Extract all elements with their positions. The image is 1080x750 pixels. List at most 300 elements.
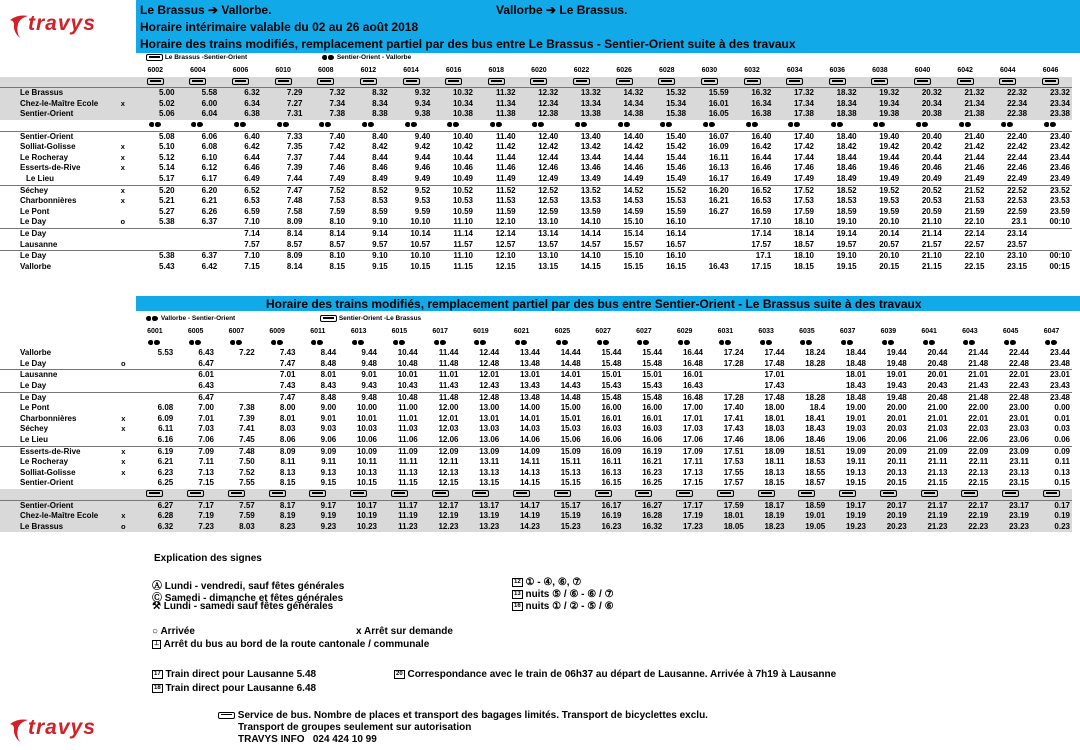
time-cell: 6.21 — [157, 457, 174, 467]
time-cell: 5.02 — [134, 99, 177, 110]
time-cell: 17.06 — [682, 434, 703, 444]
legend-n17: 17 Train direct pour Lausanne 5.48 — [154, 669, 317, 680]
time-cell: 23.09 — [990, 446, 1031, 457]
train-icon — [532, 121, 545, 128]
train-icon — [841, 339, 854, 346]
time-cell: 15.57 — [623, 239, 644, 249]
time-cell: 20.46 — [921, 163, 942, 173]
time-cell: 13.15 — [479, 478, 500, 488]
time-cell: 11.03 — [398, 424, 418, 434]
time-cell: 13.42 — [580, 142, 601, 152]
time-cell: 17.46 — [723, 434, 744, 444]
time-cell: 19.11 — [846, 457, 866, 467]
time-cell: 12.01 — [460, 370, 501, 381]
time-cell: 9.46 — [414, 163, 431, 173]
train-number: 6034 — [786, 67, 803, 74]
train-number: 6009 — [269, 328, 285, 335]
time-cell — [216, 392, 257, 403]
time-cell: 22.46 — [1007, 163, 1028, 173]
top-banner — [136, 0, 1080, 53]
time-cell: 15.38 — [645, 109, 688, 120]
time-cell: 7.32 — [304, 88, 347, 99]
time-cell: 15.59 — [688, 88, 731, 99]
train-number: 6013 — [350, 328, 367, 335]
time-cell: 16.42 — [751, 142, 772, 152]
time-cell: 7.44 — [286, 173, 303, 183]
time-cell: 7.53 — [329, 196, 346, 206]
time-cell: 9.10 — [372, 217, 388, 227]
time-cell: 6.23 — [157, 467, 174, 477]
time-cell: 22.00 — [968, 403, 989, 413]
time-cell: 5.53 — [157, 348, 174, 358]
time-cell: 17.53 — [723, 457, 744, 467]
train-icon — [719, 339, 732, 346]
train-number: 6041 — [921, 328, 937, 335]
time-cell: 7.01 — [257, 370, 298, 381]
time-cell: 7.50 — [239, 457, 255, 467]
time-cell: 23.53 — [1049, 196, 1070, 206]
station-name: Le Day — [20, 358, 47, 368]
time-cell: 14.19 — [501, 511, 542, 522]
time-cell: 21.48 — [949, 392, 990, 403]
time-cell: 22.23 — [949, 522, 990, 533]
time-cell: 19.01 — [845, 413, 866, 423]
time-cell: 18.00 — [764, 403, 785, 413]
time-cell: 17.03 — [682, 424, 703, 434]
stop-mark — [112, 348, 134, 359]
time-cell: 5.00 — [134, 88, 177, 99]
time-cell: 16.17 — [583, 500, 624, 511]
time-cell: 10.42 — [452, 142, 473, 152]
time-cell: 20.13 — [886, 467, 907, 477]
time-cell: 17.01 — [746, 370, 787, 381]
train-icon — [474, 339, 487, 346]
time-cell: 16.09 — [708, 142, 729, 152]
time-cell: 17.55 — [723, 467, 744, 477]
time-cell: 18.01 — [705, 511, 746, 522]
time-cell: 00:15 — [1049, 261, 1070, 271]
table-row — [0, 99, 1072, 110]
time-cell: 00:10 — [1029, 251, 1072, 262]
time-cell: 7.06 — [198, 434, 214, 444]
time-cell: 18.34 — [816, 99, 859, 110]
time-cell: 16.13 — [601, 467, 622, 477]
time-cell: 7.11 — [198, 457, 214, 467]
time-cell: 6.37 — [177, 251, 220, 262]
station-name: Esserts-de-Rive — [0, 446, 112, 457]
time-cell: 20.34 — [901, 99, 944, 110]
time-cell: 16.44 — [682, 348, 703, 358]
time-cell: 11.59 — [496, 206, 516, 216]
time-cell: 15.59 — [666, 206, 687, 216]
time-cell: 14.01 — [542, 370, 583, 381]
station-name: Le Rocheray — [20, 152, 69, 162]
time-cell: 10.43 — [397, 380, 418, 390]
time-cell: 9.34 — [390, 99, 433, 110]
train-icon — [352, 339, 365, 346]
time-cell: 14.10 — [580, 217, 601, 227]
time-cell: 19.23 — [827, 522, 868, 533]
time-cell: 7.10 — [244, 217, 260, 227]
bus-icon — [676, 490, 693, 497]
brand-text: travys — [28, 12, 96, 35]
time-cell: 12.52 — [518, 185, 561, 196]
time-cell: 18.01 — [764, 413, 785, 423]
train-icon — [311, 339, 324, 346]
time-cell: 18.46 — [805, 434, 826, 444]
time-cell: 5.14 — [159, 163, 175, 173]
time-cell: 6.40 — [219, 131, 262, 142]
time-cell: 17.01 — [682, 413, 703, 423]
time-cell: 15.52 — [645, 185, 688, 196]
time-cell: 10.57 — [410, 239, 431, 249]
time-cell: 12.44 — [538, 152, 559, 162]
time-cell: 10.15 — [356, 478, 377, 488]
time-cell: 6.28 — [134, 511, 175, 522]
time-cell: 22.06 — [968, 434, 989, 444]
time-cell: 23.43 — [1049, 380, 1070, 390]
time-cell: 21.10 — [921, 217, 942, 227]
time-cell: 8.46 — [372, 163, 388, 173]
travys-logo — [8, 10, 118, 40]
time-cell: 9.13 — [320, 467, 337, 477]
station-name: Charbonnières — [20, 196, 77, 206]
train-number: 6005 — [187, 328, 204, 335]
stop-mark: x — [120, 196, 125, 206]
time-cell: 23.01 — [1008, 413, 1029, 423]
time-cell — [786, 370, 827, 381]
bus-icon — [829, 78, 846, 85]
time-cell: 18.49 — [836, 173, 857, 183]
legend-x: ⚒ Lundi - samedi sauf fêtes générales — [152, 601, 334, 612]
time-cell: 21.46 — [964, 163, 985, 173]
time-cell: 20.01 — [886, 413, 907, 423]
time-cell: 13.38 — [560, 109, 603, 120]
train-icon — [322, 54, 335, 61]
time-cell: 7.00 — [198, 403, 214, 413]
time-cell: 8.14 — [262, 228, 305, 239]
time-cell: 6.52 — [219, 185, 262, 196]
train-number: 6035 — [799, 328, 815, 335]
time-cell: 13.34 — [560, 99, 603, 110]
time-cell: 9.00 — [320, 403, 337, 413]
train-icon — [1044, 121, 1057, 128]
time-cell: 19.05 — [786, 522, 827, 533]
time-cell — [177, 228, 220, 239]
time-cell: 21.48 — [968, 358, 989, 368]
time-cell: 18.41 — [805, 413, 826, 423]
table-row — [0, 228, 1072, 239]
train-number: 6004 — [190, 67, 206, 74]
time-cell: 7.15 — [198, 478, 214, 488]
time-cell: 7.57 — [244, 239, 260, 249]
legend-bus-stop: ⊥ Arrêt du bus au bord de la route cantonale / communale — [154, 639, 430, 650]
time-cell: 23.48 — [1031, 392, 1072, 403]
time-cell: 15.48 — [623, 392, 664, 403]
time-cell: 18.14 — [773, 228, 816, 239]
train-icon — [146, 315, 159, 322]
time-cell: 9.52 — [390, 185, 433, 196]
train-icon — [660, 121, 673, 128]
time-cell: 19.01 — [868, 370, 909, 381]
time-cell: 21.13 — [927, 467, 948, 477]
time-cell: 16.00 — [601, 403, 622, 413]
time-cell: 11.44 — [496, 152, 516, 162]
time-cell: 22.48 — [1008, 358, 1029, 368]
legend-n20: 20 Correspondance avec le train de 06h37 au départ de Lausanne. Arrivée à 7h19 à Lausanne — [396, 669, 837, 680]
time-cell: 7.48 — [286, 196, 303, 206]
time-cell: 13.00 — [479, 403, 500, 413]
table-row — [0, 478, 1072, 489]
station-name: Le Day — [20, 217, 47, 227]
time-cell: 5.17 — [159, 173, 175, 183]
time-cell: 17.28 — [723, 358, 744, 368]
time-cell: 20.40 — [901, 131, 944, 142]
time-cell: 8.03 — [216, 522, 257, 533]
legend-request: x Arrêt sur demande — [356, 626, 453, 637]
time-cell: 6.11 — [158, 424, 174, 434]
time-cell: 0.09 — [1031, 446, 1072, 457]
bus-icon — [1002, 490, 1019, 497]
time-cell: 18.13 — [764, 467, 785, 477]
travys-logo-bottom — [8, 714, 118, 744]
time-cell: 15.23 — [542, 522, 583, 533]
bus-icon — [717, 490, 734, 497]
time-cell: 13.46 — [580, 163, 601, 173]
time-cell: 8.11 — [280, 457, 296, 467]
time-cell: 8.17 — [257, 500, 298, 511]
time-cell: 12.13 — [438, 467, 459, 477]
time-cell: 21.44 — [968, 348, 989, 358]
train-number: 6010 — [275, 67, 291, 74]
legend-groups: Transport de groupes seulement sur autorisation — [238, 722, 472, 733]
train-number: 6006 — [232, 67, 249, 74]
train-number: 6007 — [228, 328, 245, 335]
time-cell: 20.14 — [859, 228, 902, 239]
time-cell: 15.01 — [623, 370, 664, 381]
time-cell: 6.17 — [201, 173, 218, 183]
time-cell — [688, 240, 731, 251]
time-cell: 7.48 — [216, 446, 257, 457]
time-cell: 14.06 — [519, 434, 540, 444]
time-cell: 9.23 — [297, 522, 338, 533]
time-cell: 8.23 — [257, 522, 298, 533]
time-cell: 6.25 — [157, 478, 174, 488]
bus-icon — [871, 78, 888, 85]
time-cell: 8.59 — [372, 206, 388, 216]
bus-icon — [232, 78, 249, 85]
time-cell: 6.01 — [175, 370, 216, 381]
time-cell: 13.44 — [519, 348, 540, 358]
table-row — [0, 500, 1072, 511]
stop-mark — [112, 262, 134, 273]
stop-mark: o — [120, 358, 126, 368]
table-row — [0, 370, 1072, 381]
time-cell: 23.1 — [1011, 217, 1028, 227]
time-cell: 16.32 — [731, 88, 774, 99]
time-cell: 6.12 — [201, 163, 218, 173]
time-cell: 22.03 — [968, 424, 989, 434]
time-cell: 16.25 — [642, 478, 663, 488]
time-cell: 22.57 — [964, 239, 985, 249]
time-cell: 7.57 — [216, 500, 257, 511]
train-icon — [490, 121, 503, 128]
time-cell: 10.00 — [356, 403, 377, 413]
time-cell: 23.19 — [990, 511, 1031, 522]
time-cell: 14.03 — [519, 424, 540, 434]
time-cell: 12.23 — [420, 522, 461, 533]
time-cell: 22.43 — [1008, 380, 1029, 390]
stop-mark — [112, 435, 134, 446]
time-cell: 7.52 — [239, 467, 255, 477]
time-cell: 16.03 — [642, 424, 663, 434]
time-cell: 19.48 — [868, 392, 909, 403]
time-cell — [177, 240, 220, 251]
train-icon — [148, 339, 161, 346]
time-cell: 20.32 — [901, 88, 944, 99]
bus-icon — [921, 490, 938, 497]
time-cell: 9.44 — [414, 152, 431, 162]
time-cell: 19.34 — [859, 99, 902, 110]
time-cell: 18.28 — [786, 392, 827, 403]
time-cell: 18.19 — [746, 511, 787, 522]
train-number-row — [0, 66, 1072, 77]
time-cell: 10.40 — [432, 131, 475, 142]
time-cell: 23.48 — [1049, 358, 1070, 368]
time-cell: 19.10 — [836, 217, 857, 227]
time-cell: 16.00 — [642, 403, 663, 413]
time-cell: 15.48 — [642, 358, 663, 368]
time-cell: 15.06 — [560, 434, 581, 444]
time-cell: 21.01 — [949, 370, 990, 381]
time-cell: 13.10 — [538, 217, 559, 227]
time-cell: 19.17 — [827, 500, 868, 511]
mode-icon-row — [0, 120, 1072, 131]
time-cell: 7.46 — [329, 163, 346, 173]
time-cell: 8.09 — [262, 251, 305, 262]
time-cell: 9.19 — [297, 511, 338, 522]
time-cell: 6.37 — [201, 217, 218, 227]
time-cell: 16.01 — [642, 413, 663, 423]
stop-mark — [112, 392, 134, 403]
time-cell: 17.13 — [682, 467, 703, 477]
time-cell: 17.53 — [793, 196, 814, 206]
train-number: 6045 — [1002, 328, 1019, 335]
time-cell: 7.27 — [262, 99, 305, 110]
svc-train-label: Sentier-Orient - Vallorbe — [322, 54, 411, 61]
train-icon — [746, 121, 759, 128]
time-cell: 5.08 — [134, 131, 177, 142]
time-cell: 18.43 — [805, 424, 826, 434]
time-cell: 9.14 — [347, 228, 390, 239]
stop-mark: x — [112, 185, 134, 196]
legend-n18: 18 Train direct pour Lausanne 6.48 — [154, 683, 317, 694]
time-cell: 14.14 — [560, 228, 603, 239]
time-cell: 13.01 — [479, 413, 500, 423]
time-cell: 19.15 — [845, 478, 866, 488]
time-cell: 14.49 — [623, 173, 644, 183]
table-row — [0, 196, 1072, 207]
time-cell: 11.57 — [453, 239, 473, 249]
time-cell: 8.43 — [320, 380, 337, 390]
time-cell: 17.10 — [751, 217, 772, 227]
time-cell: 12.38 — [518, 109, 561, 120]
time-cell: 13.32 — [560, 88, 603, 99]
time-cell: 22.17 — [949, 500, 990, 511]
bus-icon — [275, 78, 292, 85]
station-name: Le Day — [20, 380, 47, 390]
time-cell: 8.32 — [347, 88, 390, 99]
time-cell: 9.48 — [361, 358, 377, 368]
time-cell: 15.43 — [642, 380, 663, 390]
time-cell: 16.40 — [731, 131, 774, 142]
time-cell: 14.46 — [623, 163, 644, 173]
time-cell: 7.49 — [329, 173, 346, 183]
time-cell: 0.15 — [1054, 478, 1070, 488]
bus-icon — [573, 78, 590, 85]
train-number: 6021 — [513, 328, 530, 335]
time-cell: 6.46 — [244, 163, 260, 173]
time-cell: 23.49 — [1049, 173, 1070, 183]
time-cell: 23.17 — [990, 500, 1031, 511]
bus-icon — [189, 78, 206, 85]
bus-icon — [798, 490, 815, 497]
time-cell: 7.14 — [219, 228, 262, 239]
train-icon — [189, 339, 202, 346]
time-cell: 21.15 — [927, 478, 948, 488]
time-cell: 18.44 — [836, 152, 857, 162]
time-cell: 9.15 — [372, 261, 388, 271]
time-cell: 6.32 — [219, 88, 262, 99]
time-cell: 16.10 — [666, 217, 687, 227]
time-cell: 14.53 — [623, 196, 644, 206]
time-cell: 10.48 — [379, 392, 420, 403]
time-cell: 16.14 — [645, 228, 688, 239]
time-cell: 13.09 — [460, 446, 501, 457]
table-row — [0, 468, 1072, 479]
time-cell: 18.52 — [816, 185, 859, 196]
stop-mark: x — [112, 99, 134, 110]
time-cell: 7.29 — [262, 88, 305, 99]
time-cell: 14.43 — [560, 380, 581, 390]
bus-icon — [513, 490, 530, 497]
time-cell: 17.41 — [723, 413, 744, 423]
time-cell: 14.15 — [580, 261, 601, 271]
bus-icon — [309, 490, 326, 497]
time-cell — [134, 392, 175, 403]
time-cell: 16.09 — [583, 446, 624, 457]
time-cell: 6.19 — [134, 446, 175, 457]
legend-n16: 16 nuits ① / ② - ⑤ / ⑥ — [514, 601, 614, 612]
time-cell: 17.09 — [664, 446, 705, 457]
time-cell: 13.11 — [479, 457, 500, 467]
train-icon — [234, 121, 247, 128]
time-cell: 15.03 — [560, 424, 581, 434]
time-cell: 23.01 — [1031, 370, 1072, 381]
time-cell: 22.32 — [986, 88, 1029, 99]
time-cell: 22.40 — [986, 131, 1029, 142]
time-cell: 12.11 — [438, 457, 459, 467]
time-cell: 17.48 — [764, 358, 785, 368]
station-name: Le Lieu — [26, 173, 55, 183]
time-cell: 19.52 — [859, 185, 902, 196]
time-cell: 6.59 — [244, 206, 260, 216]
top-timetable — [0, 66, 1072, 272]
time-cell: 19.06 — [845, 434, 866, 444]
train-number: 6029 — [676, 328, 693, 335]
time-cell: 12.40 — [518, 131, 561, 142]
time-cell: 16.59 — [751, 206, 772, 216]
